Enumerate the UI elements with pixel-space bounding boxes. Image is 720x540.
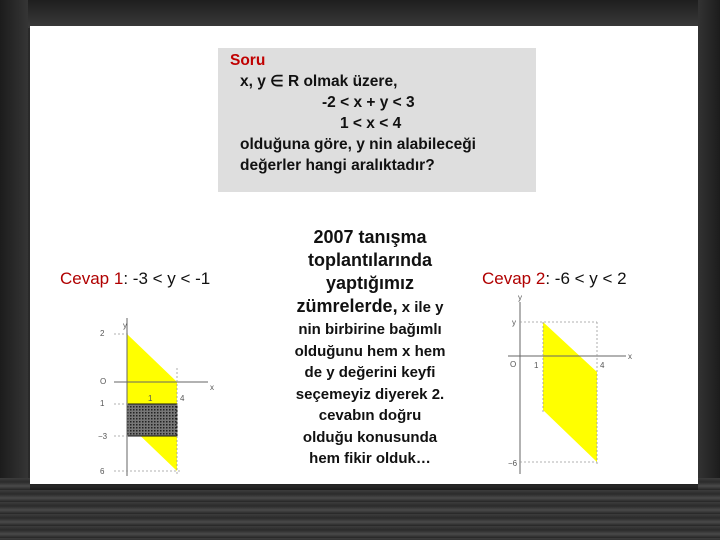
- middle-line-10: olduğu konusunda: [302, 428, 438, 446]
- graph-2-origin: O: [510, 360, 517, 369]
- graph-2-y-axis-label: y: [518, 293, 522, 302]
- graph-1-label-6: 6: [100, 467, 105, 476]
- middle-line-4a: zümrelerde,: [296, 296, 398, 316]
- question-line-5: değerler hangi aralıktadır?: [240, 157, 435, 174]
- middle-line-11: hem fikir olduk…: [309, 450, 431, 467]
- question-box: [218, 48, 536, 192]
- answer-2-range: -6 < y < 2: [550, 269, 627, 288]
- graph-1: [70, 298, 230, 478]
- graph-1-label-4: 4: [180, 394, 185, 403]
- graph-1-label-2: 2: [100, 329, 105, 338]
- graph-1-x-axis-label: x: [210, 383, 214, 392]
- slide-shadow: [30, 484, 698, 490]
- graph-2-label-top: y: [512, 318, 516, 327]
- middle-line-2: toplantılarında: [307, 250, 432, 270]
- question-title: Soru: [230, 52, 266, 69]
- graph-2-label-bottom: −6: [508, 459, 518, 468]
- question-line-4: olduğuna göre, y nin alabileceği: [240, 136, 476, 153]
- middle-line-1: 2007 tanışma: [313, 227, 427, 247]
- middle-line-7: de y değerini keyfi: [304, 364, 436, 381]
- graph-2-x-axis-label: x: [628, 352, 632, 361]
- answer-2-label: [482, 269, 627, 289]
- middle-line-5: nin birbirine bağımlı: [298, 321, 442, 338]
- frame-right: [698, 0, 720, 540]
- middle-line-4b: x ile y: [397, 299, 444, 316]
- frame-top: [0, 0, 720, 28]
- answer-1-prefix: Cevap 1: [60, 269, 124, 288]
- answer-1-range: -3 < y < -1: [128, 269, 211, 288]
- graph-1-label-neg3: −3: [98, 432, 108, 441]
- answer-2-prefix: Cevap 2: [482, 269, 546, 288]
- middle-text: [270, 226, 470, 470]
- answer-1-colon: :: [123, 269, 129, 288]
- middle-line-4: [270, 295, 470, 319]
- graph-2-region: [543, 322, 597, 462]
- graph-1-label-1y: 1: [100, 399, 105, 408]
- frame-left: [0, 0, 28, 540]
- answer-2-colon: :: [545, 269, 551, 288]
- graph-1-origin: O: [100, 377, 107, 386]
- answer-1-label: [60, 269, 210, 289]
- graph-1-label-1x: 1: [148, 394, 153, 403]
- question-line-3: 1 < x < 4: [340, 115, 402, 132]
- middle-line-9: cevabın doğru: [318, 407, 422, 424]
- graph-2-label-1: 1: [534, 361, 539, 370]
- question-line-2: -2 < x + y < 3: [322, 94, 415, 111]
- middle-line-3: yaptığımız: [325, 273, 414, 293]
- slide: [30, 26, 698, 484]
- question-line-1: x, y ∈ R olmak üzere,: [240, 73, 398, 90]
- graph-1-y-axis-label: y: [123, 321, 127, 330]
- graph-2: [500, 292, 670, 484]
- graph-1-shaded-box: [127, 404, 177, 436]
- graph-2-label-4: 4: [600, 361, 605, 370]
- middle-line-8: seçemeyiz diyerek 2.: [295, 385, 445, 403]
- middle-line-6: olduğunu hem x hem: [294, 342, 446, 360]
